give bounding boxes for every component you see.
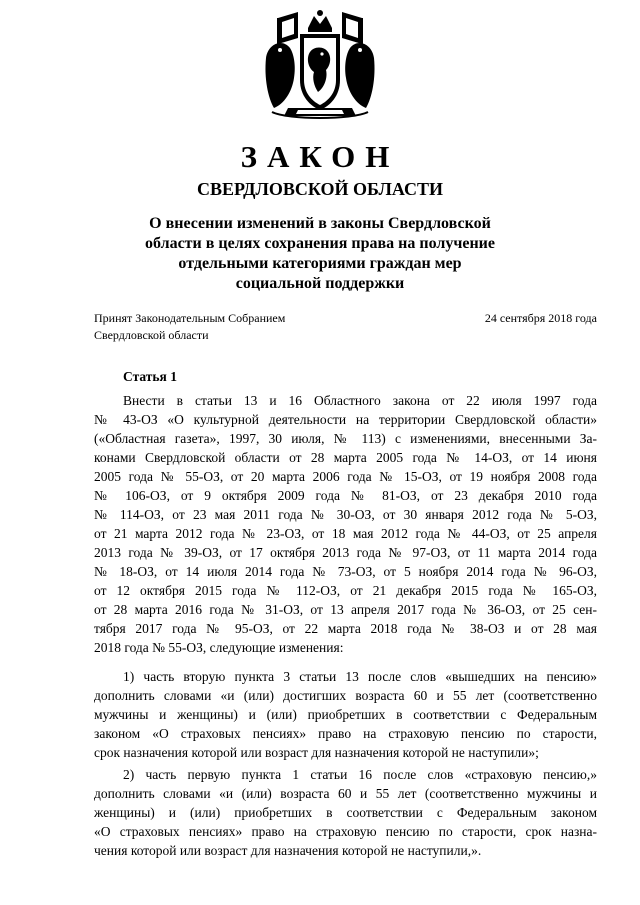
- law-title: [70, 214, 570, 294]
- paragraph-line: № 114-ОЗ, от 23 мая 2011 года № 30-ОЗ, от 30 января 2012 года № 5-ОЗ,: [94, 507, 597, 522]
- coat-of-arms-emblem: [258, 8, 382, 120]
- adopted-by-line: Принят Законодательным Собранием: [94, 311, 286, 325]
- paragraph-line: дополнить словами «и (или) возраста 60 и 55 лет (соответственно мужчины и: [94, 786, 597, 801]
- paragraph-line: 2005 года № 55-ОЗ, от 20 марта 2006 года № 15-ОЗ, от 19 ноября 2008 года: [94, 469, 597, 484]
- paragraph-line: женщины) и (или) приобретших в соответствии с Федеральным законом: [94, 805, 597, 820]
- adopted-by-line: Свердловской области: [94, 328, 209, 342]
- paragraph-line: 2018 года № 55-ОЗ, следующие изменения:: [94, 640, 344, 655]
- law-title-line: области в целях сохранения права на получение: [145, 235, 495, 252]
- article-intro-paragraph: [94, 391, 597, 657]
- paragraph-line: мужчины и женщины) и (или) приобретших в соответствии с Федеральным: [94, 707, 597, 722]
- paragraph-line: срок назначения которой или возраст для назначения которой не наступили»;: [94, 745, 539, 760]
- article-item-2: [94, 765, 597, 860]
- law-title-line: отдельными категориями граждан мер: [178, 255, 462, 272]
- paragraph-line: законом «О страховых пенсиях» право на страховую пенсию по старости,: [94, 726, 597, 741]
- paragraph-line: 1) часть вторую пункта 3 статьи 13 после слов «вышедших на пенсию»: [123, 669, 597, 684]
- paragraph-line: («Областная газета», 1997, 30 июля, № 113) с изменениями, внесенными За-: [94, 431, 597, 446]
- paragraph-line: конами Свердловской области от 28 марта 2005 года № 14-ОЗ, от 14 июня: [94, 450, 597, 465]
- region-name: СВЕРДЛОВСКОЙ ОБЛАСТИ: [197, 179, 443, 199]
- paragraph-line: Внести в статьи 13 и 16 Областного закона от 22 июля 1997 года: [123, 393, 597, 408]
- paragraph-line: № 106-ОЗ, от 9 октября 2009 года № 81-ОЗ, от 23 декабря 2010 года: [94, 488, 597, 503]
- paragraph-line: № 18-ОЗ, от 14 июля 2014 года № 73-ОЗ, от 5 ноября 2014 года № 96-ОЗ,: [94, 564, 597, 579]
- paragraph-line: от 21 марта 2012 года № 23-ОЗ, от 18 мая 2012 года № 44-ОЗ, от 25 апреля: [94, 526, 597, 541]
- adoption-date: 24 сентября 2018 года: [484, 311, 597, 325]
- adopted-by: [94, 310, 285, 344]
- paragraph-line: № 43-ОЗ «О культурной деятельности на территории Свердловской области»: [94, 412, 597, 427]
- law-title-line: социальной поддержки: [235, 275, 405, 292]
- paragraph-line: от 12 октября 2015 года № 112-ОЗ, от 21 декабря 2015 года № 165-ОЗ,: [94, 583, 597, 598]
- paragraph-line: чения которой или возраст для назначения которой не наступили,».: [94, 843, 482, 858]
- paragraph-line: 2) часть первую пункта 1 статьи 16 после слов «страховую пенсию,»: [123, 767, 597, 782]
- paragraph-line: тября 2017 года № 95-ОЗ, от 22 марта 2018 года № 38-ОЗ и от 28 мая: [94, 621, 597, 636]
- paragraph-line: дополнить словами «и (или) достигших возраста 60 и 55 лет (соответственно: [94, 688, 597, 703]
- law-title-line: О внесении изменений в законы Свердловской: [149, 215, 491, 232]
- article-item-1: [94, 667, 597, 762]
- law-word: ЗАКОН: [240, 139, 400, 174]
- paragraph-line: от 28 марта 2016 года № 31-ОЗ, от 13 апреля 2017 года № 36-ОЗ, от 25 сен-: [94, 602, 597, 617]
- paragraph-line: «О страховых пенсиях» право на страховую пенсию по старости, срок назна-: [94, 824, 597, 839]
- article-heading: Статья 1: [123, 369, 177, 384]
- paragraph-line: 2013 года № 39-ОЗ, от 17 октября 2013 года № 97-ОЗ, от 11 марта 2014 года: [94, 545, 597, 560]
